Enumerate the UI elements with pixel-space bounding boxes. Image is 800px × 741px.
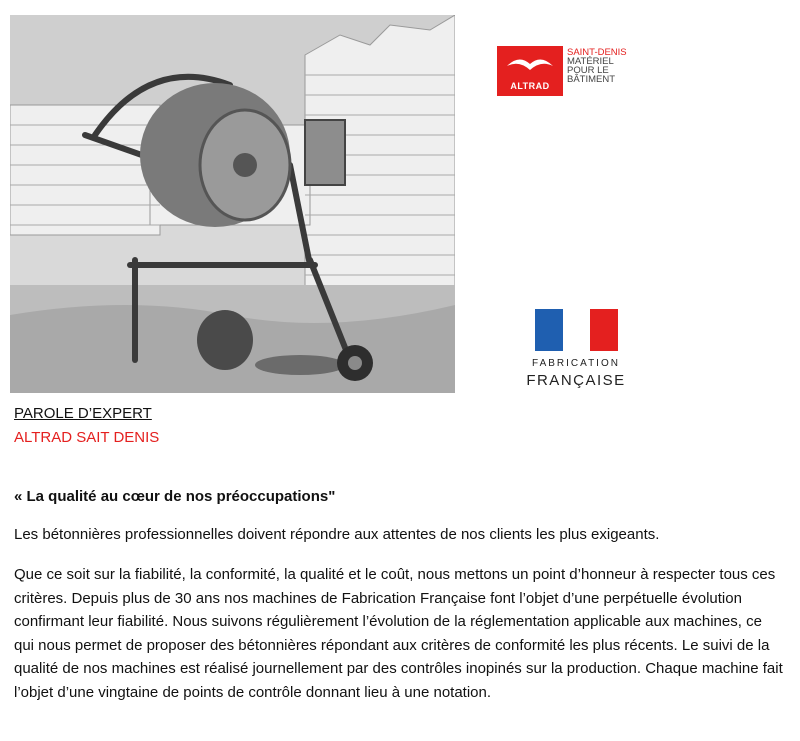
logo-tagline <box>567 48 627 84</box>
paragraph-2: Que ce soit sur la fiabilité, la conformité, la qualité et le coût, nous mettons un point d’honneur à respecter tous ces critères. Depuis plus de 30 ans nos machines de Fabrication Française font l’objet d’une perpétuelle évolution confirmant leur fiabilité. Nous suivons régulièrement l’évolution de la réglementation applicable aux machines, ce qui nous permet de proposer des bétonnières répondant aux critères de conformité les plus récents. Le suivi de la qualité de nos machines est réalisé journellement par des contrôles inopinés sur la production. Chaque machine fait l’objet d’une vingtaine de points de contrôle donnant lieu à une notation. <box>14 566 783 701</box>
article-subheading: ALTRAD SAIT DENIS <box>14 429 160 446</box>
logo-line-3: POUR LE <box>567 65 609 76</box>
flag-caption-line-1: FABRICATION <box>532 358 620 369</box>
fabrication-francaise-label <box>518 358 634 389</box>
flag-caption-line-2: FRANÇAISE <box>526 372 626 389</box>
flag-red-band <box>590 309 618 351</box>
altrad-logo[interactable] <box>497 46 627 98</box>
concrete-mixer-photo <box>10 15 455 393</box>
article-heading: PAROLE D’EXPERT <box>14 405 152 422</box>
flag-white-band <box>563 309 591 351</box>
french-flag-icon <box>535 309 618 351</box>
quote-title: « La qualité au cœur de nos préoccupations" <box>14 488 336 505</box>
logo-brand: ALTRAD <box>510 81 550 91</box>
paragraph-1: Les bétonnières professionnelles doivent répondre aux attentes de nos clients les plus exigeants. <box>14 526 660 543</box>
flag-blue-band <box>535 309 563 351</box>
logo-line-2: MATÉRIEL <box>567 56 614 67</box>
logo-line-1: SAINT-DENIS <box>567 47 627 58</box>
altrad-bird-icon <box>497 46 563 96</box>
logo-line-4: BÂTIMENT <box>567 74 616 85</box>
